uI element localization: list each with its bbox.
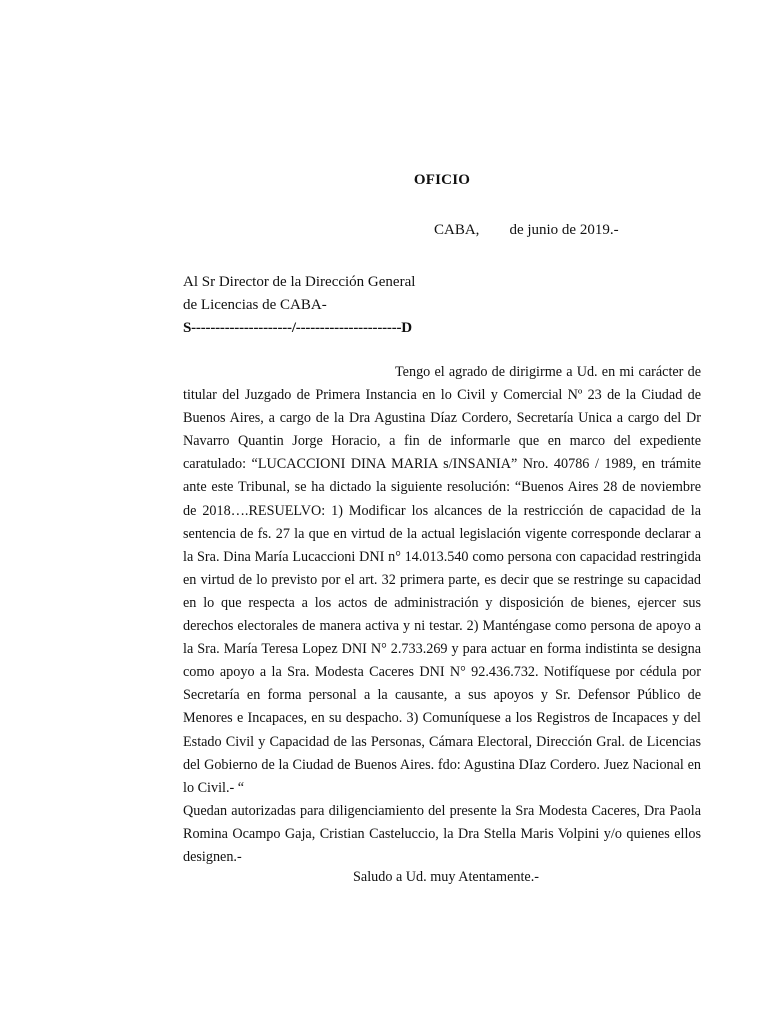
body-paragraph-1: Tengo el agrado de dirigirme a Ud. en mi carácter de titular del Juzgado de Primera Instancia en lo Civil y Comercial Nº 23 de la Ciudad de Buenos Aires, a cargo de la Dra Agustina Díaz Cordero, Secretaría Unica a cargo del Dr Navarro Quantin Jorge Horacio, a fin de informarle que en marco del expediente caratulado: “LUCACCIONI DINA MARIA s/INSANIA” Nro. 40786 / 1989, en trámite ante este Tribunal, se ha dictado la siguiente resolución: “Buenos Aires 28 de noviembre de 2018….RESUELVO: 1) Modificar los alcances de la restricción de capacidad de la sentencia de fs. 27 la que en virtud de la actual legislación vigente corresponde declarar a la Sra. Dina María Lucaccioni DNI n° 14.013.540 como persona con capacidad restringida en virtud de lo previsto por el art. 32 primera parte, es decir que se restringe su capacidad en lo que respecta a los actos de administración y disposición de bienes, ejercer sus derechos electorales de manera activa y ni testar. 2) Manténgase como persona de apoyo a la Sra. María Teresa Lopez DNI N° 2.733.269 y para actuar en forma indistinta se designa como apoyo a la Sra. Modesta Caceres DNI N° 92.436.732. Notifíquese por cédula por Secretaría en forma personal a la causante, a sus apoyos y Sr. Defensor Público de Menores e Incapaces, en su despacho. 3) Comuníquese a los Registros de Incapaces y del Estado Civil y Capacidad de las Personas, Cámara Electoral, Dirección Gral. de Licencias del Gobierno de la Ciudad de Buenos Aires. fdo: Agustina DIaz Cordero. Juez Nacional en lo Civil.- “ (183, 364, 701, 796)
document-title: OFICIO (413, 172, 471, 188)
addressee-line-1: Al Sr Director de la Dirección General (183, 274, 416, 290)
body-paragraph-2: Quedan autorizadas para diligenciamiento del presente la Sra Modesta Caceres, Dra Paola Romina Ocampo Gaja, Cristian Casteluccio, la Dra Stella Maris Volpini y/o quienes ellos designen.- (183, 802, 701, 865)
closing-line: Saludo a Ud. muy Atentamente.- (353, 869, 539, 885)
body-text (183, 361, 701, 869)
date-line (434, 222, 619, 239)
addressee-line-3: S---------------------/----------------------D (183, 320, 412, 336)
date-text: de junio de 2019.- (509, 222, 619, 238)
addressee-line-2: de Licencias de CABA- (183, 297, 327, 313)
addressee-block (183, 271, 415, 340)
date-city: CABA, (434, 222, 480, 238)
